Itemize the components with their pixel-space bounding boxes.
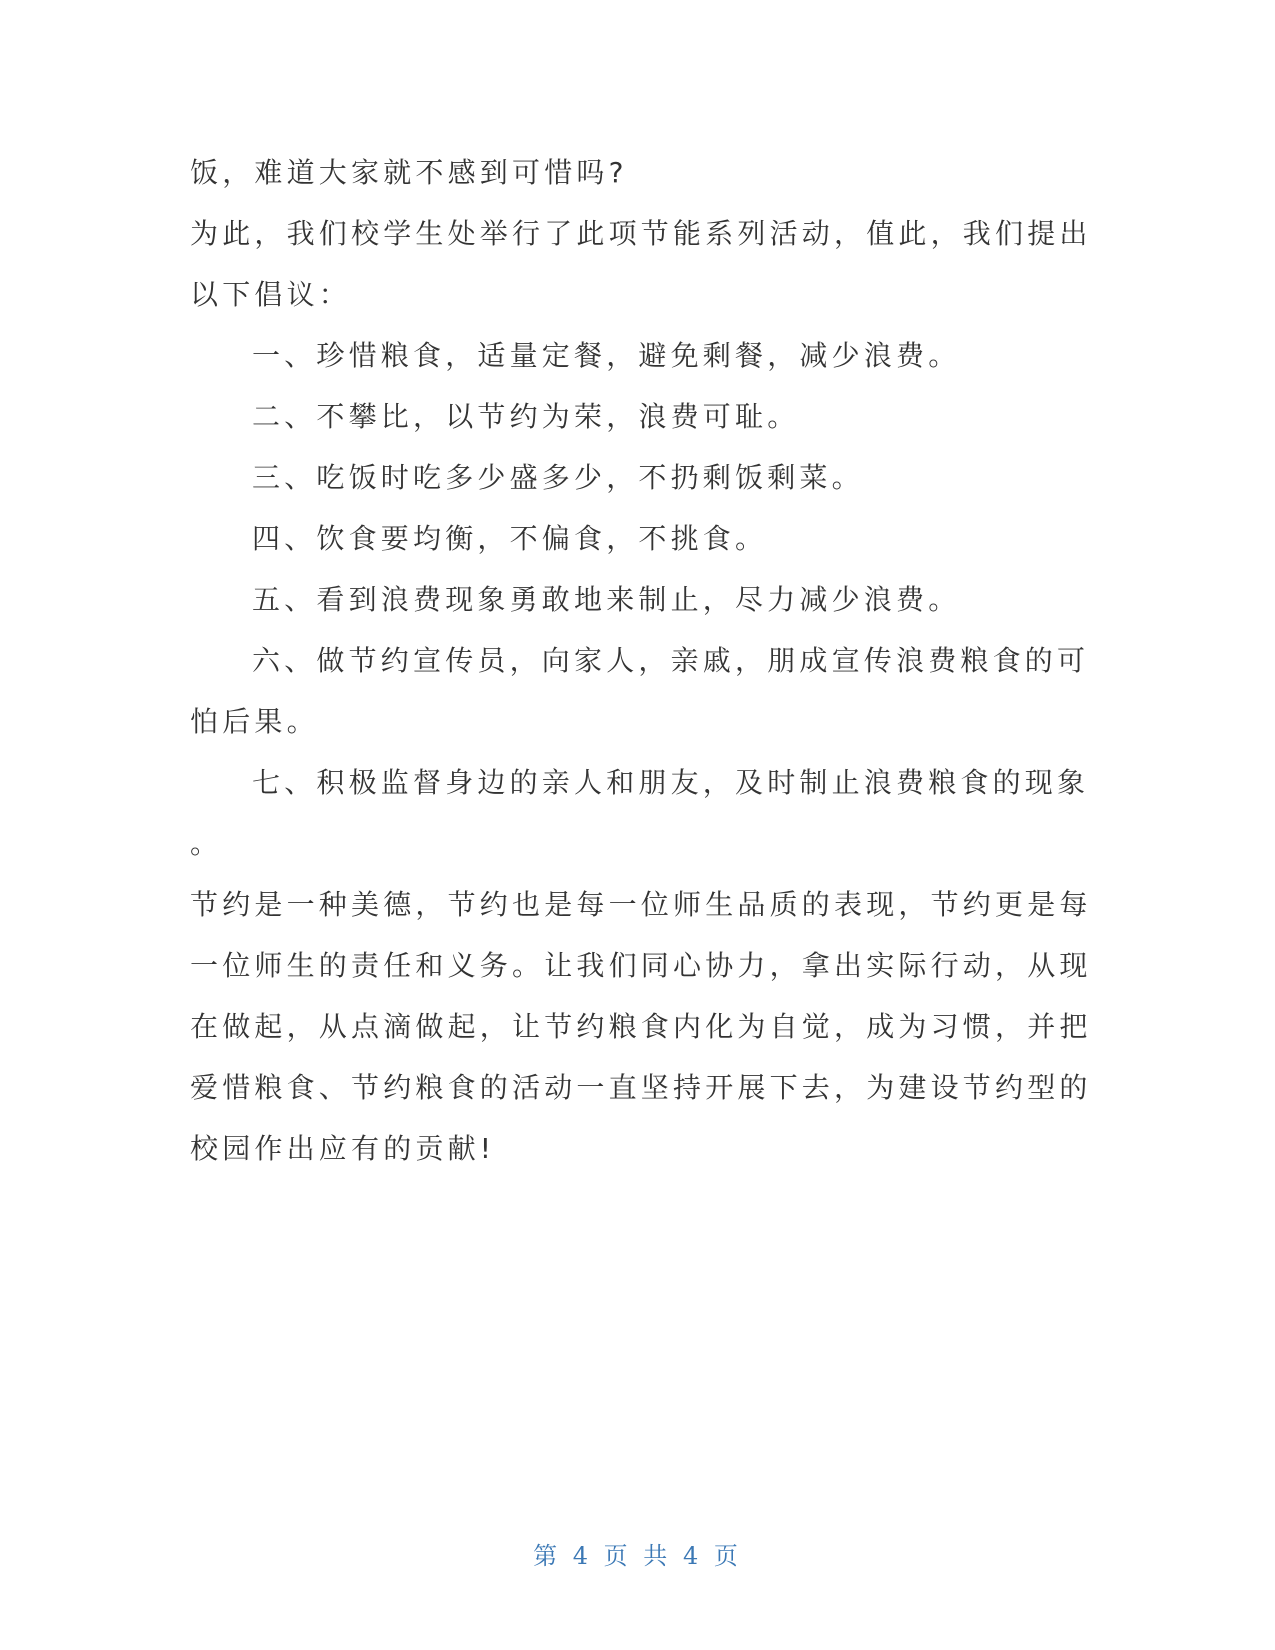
paragraph-line: 怕后果。 (190, 705, 319, 738)
paragraph-line: 节约是一种美德，节约也是每一位师生品质的表现，节约更是每 (190, 888, 1092, 921)
proposal-item-2: 二、不攀比，以节约为荣，浪费可耻。 (252, 400, 800, 433)
paragraph-line: 一位师生的责任和义务。让我们同心协力，拿出实际行动，从现 (190, 949, 1092, 982)
proposal-item-3: 三、吃饭时吃多少盛多少，不扔剩饭剩菜。 (252, 461, 864, 494)
document-body (190, 142, 1092, 1179)
proposal-item-7: 七、积极监督身边的亲人和朋友，及时制止浪费粮食的现象 (252, 766, 1090, 799)
proposal-item-4: 四、饮食要均衡，不偏食，不挑食。 (252, 522, 768, 555)
paragraph-line: 在做起，从点滴做起，让节约粮食内化为自觉，成为习惯，并把 (190, 1010, 1092, 1043)
paragraph-line: 校园作出应有的贡献! (190, 1132, 496, 1165)
paragraph-line: 饭，难道大家就不感到可惜吗? (190, 156, 628, 189)
proposal-item-1: 一、珍惜粮食，适量定餐，避免剩餐，减少浪费。 (252, 339, 961, 372)
paragraph-line: 。 (190, 827, 223, 860)
proposal-item-6: 六、做节约宣传员，向家人，亲戚，朋成宣传浪费粮食的可 (252, 644, 1090, 677)
paragraph-line: 爱惜粮食、节约粮食的活动一直坚持开展下去，为建设节约型的 (190, 1071, 1092, 1104)
page-number-footer: 第 4 页 共 4 页 (533, 1542, 742, 1570)
paragraph-line: 为此，我们校学生处举行了此项节能系列活动，值此，我们提出 (190, 217, 1092, 250)
proposal-item-5: 五、看到浪费现象勇敢地来制止，尽力减少浪费。 (252, 583, 961, 616)
paragraph-line: 以下倡议： (190, 278, 352, 311)
